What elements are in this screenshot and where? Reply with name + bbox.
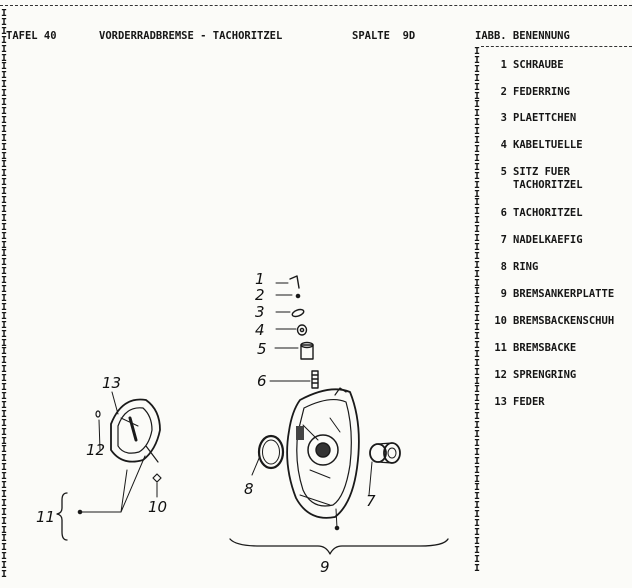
part-name: PLAETTCHEN	[513, 112, 577, 124]
ring-part	[259, 436, 283, 468]
part-number: 10	[494, 315, 507, 327]
part-number: 12	[494, 369, 507, 381]
shoe-pin-part	[153, 474, 161, 482]
callout-7: 7	[366, 492, 376, 510]
group-brace	[57, 493, 67, 540]
callout-2: 2	[255, 286, 265, 304]
callout-11: 11	[36, 508, 56, 526]
part-name: BREMSBACKENSCHUH	[513, 315, 615, 327]
needle-cage-part	[370, 443, 400, 463]
part-name: SPRENGRING	[513, 369, 577, 381]
spring-washer-part	[296, 294, 299, 297]
part-name: TACHORITZEL	[513, 207, 583, 219]
group-brace	[230, 539, 448, 554]
part-name: SCHRAUBE	[513, 59, 564, 71]
brake-anchor-plate-part	[287, 388, 359, 518]
brake-shoe-part	[111, 400, 160, 463]
spalte-label: SPALTE 9D	[352, 30, 416, 42]
callout-13: 13	[102, 374, 122, 392]
list-header: IABB. BENENNUNG	[475, 30, 570, 42]
part-number: 1	[500, 59, 507, 71]
plate-part	[291, 308, 304, 318]
part-name: KABELTUELLE	[513, 139, 583, 151]
screw-part	[290, 276, 299, 288]
part-name: FEDERRING	[513, 86, 570, 98]
callout-8: 8	[244, 480, 254, 498]
pinion-seat-part	[301, 343, 313, 360]
callout-1: 1	[255, 270, 265, 288]
part-number: 5	[500, 166, 507, 178]
part-name: RING	[513, 261, 539, 273]
part-number: 8	[500, 261, 507, 273]
part-number: 4	[500, 139, 507, 151]
part-number: 9	[500, 288, 507, 300]
callout-5: 5	[257, 340, 267, 358]
tafel-label: TAFEL 40	[6, 30, 57, 42]
callout-6: 6	[257, 372, 267, 390]
part-number: 13	[494, 396, 507, 408]
snap-ring-part	[96, 411, 100, 417]
part-name: NADELKAEFIG	[513, 234, 583, 246]
part-number: 3	[500, 112, 507, 124]
part-name: FEDER	[513, 396, 545, 408]
cable-grommet-part	[298, 325, 307, 335]
callout-10: 10	[148, 498, 168, 516]
list-header-text: ABB. BENENNUNG	[481, 30, 570, 42]
callout-12: 12	[86, 441, 106, 459]
part-number: 2	[500, 86, 507, 98]
page-title: VORDERRADBREMSE - TACHORITZEL	[99, 30, 283, 42]
callout-9: 9	[320, 558, 330, 576]
part-name: BREMSBACKE	[513, 342, 577, 354]
callout-labels	[36, 270, 376, 576]
speedo-pinion-part	[312, 371, 318, 388]
part-name: BREMSANKERPLATTE	[513, 288, 615, 300]
part-number: 7	[500, 234, 507, 246]
part-name: SITZ FUER TACHORITZEL	[513, 166, 583, 191]
part-number: 11	[494, 342, 507, 354]
callout-3: 3	[255, 303, 265, 321]
left-margin-column: I I I I I I I I I I I I I I I I I I I I I I I I I I I I I I I I I I I I I I I I I I I I I I I I I I I I I I I I I I I I I I I I	[1, 8, 8, 581]
list-divider-column: I I I I I I I I I I I I I I I I I I I I I I I I I I I I I I I I I I I I I I I I I I I I I I I I I I I I I I I I I I I	[474, 46, 481, 574]
callout-4: 4	[255, 321, 265, 339]
part-number: 6	[500, 207, 507, 219]
